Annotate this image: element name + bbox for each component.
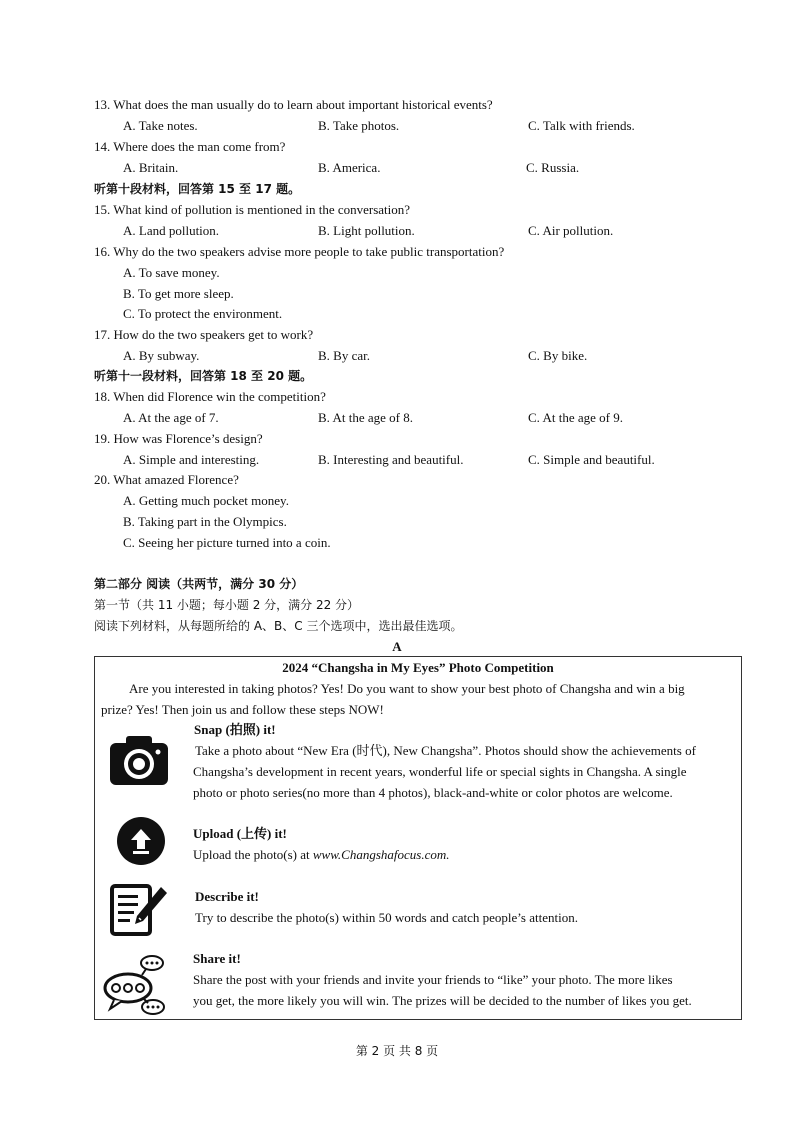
- passage-label: A: [392, 639, 402, 654]
- share-line1: Share the post with your friends and invite your friends to “like” your photo. The more likes: [193, 972, 673, 987]
- snap-line2: Changsha’s development in recent years, wonderful life or special sights in Changsha. A single: [193, 764, 687, 779]
- snap-line3: photo or photo series(no more than 4 photos), black-and-white or color photos are welcome.: [193, 785, 673, 800]
- question-17: 17. How do the two speakers get to work?: [94, 327, 314, 342]
- option-15a: A. Land pollution.: [123, 223, 220, 238]
- option-14a: A. Britain.: [123, 160, 179, 175]
- question-15: 15. What kind of pollution is mentioned in the conversation?: [94, 202, 411, 217]
- snap-heading: Snap (拍照) it!: [194, 722, 276, 737]
- section-10-heading: 听第十段材料，回答第 15 至 17 题。: [94, 182, 301, 196]
- option-14b: B. America.: [318, 160, 381, 175]
- option-20b: B. Taking part in the Olympics.: [123, 514, 287, 529]
- question-19: 19. How was Florence’s design?: [94, 431, 263, 446]
- snap-line1: Take a photo about “New Era (时代), New Changsha”. Photos should show the achievements of: [195, 743, 696, 758]
- part2-instructions: 阅读下列材料，从每题所给的 A、B、C 三个选项中，选出最佳选项。: [94, 619, 463, 633]
- option-15c: C. Air pollution.: [528, 223, 614, 238]
- option-19a: A. Simple and interesting.: [123, 452, 260, 467]
- question-20: 20. What amazed Florence?: [94, 472, 239, 487]
- option-18b: B. At the age of 8.: [318, 410, 413, 425]
- option-20a: A. Getting much pocket money.: [123, 493, 289, 508]
- option-16a: A. To save money.: [123, 265, 220, 280]
- option-17c: C. By bike.: [528, 348, 588, 363]
- section-11-heading: 听第十一段材料，回答第 18 至 20 题。: [94, 369, 313, 383]
- camera-icon: [108, 733, 170, 791]
- describe-line1: Try to describe the photo(s) within 50 words and catch people’s attention.: [195, 910, 578, 925]
- page-footer: 第 2 页 共 8 页: [355, 1044, 439, 1058]
- notice-title: 2024 “Changsha in My Eyes” Photo Competition: [282, 660, 554, 675]
- option-20c: C. Seeing her picture turned into a coin.: [123, 535, 331, 550]
- option-16c: C. To protect the environment.: [123, 306, 283, 321]
- upload-line1: [193, 847, 450, 863]
- option-19c: C. Simple and beautiful.: [528, 452, 655, 467]
- part2-section1: 第一节（共 11 小题；每小题 2 分，满分 22 分）: [94, 598, 360, 612]
- notice-intro-line1: Are you interested in taking photos? Yes! Do you want to show your best photo of Changsha and win a big: [129, 681, 685, 696]
- question-18: 18. When did Florence win the competition?: [94, 389, 326, 404]
- option-17b: B. By car.: [318, 348, 370, 363]
- upload-icon: [116, 816, 166, 870]
- part2-title: 第二部分 阅读（共两节，满分 30 分）: [94, 577, 304, 591]
- question-16: 16. Why do the two speakers advise more people to take public transportation?: [94, 244, 505, 259]
- notice-intro-line2: prize? Yes! Then join us and follow these steps NOW!: [101, 702, 384, 717]
- option-13c: C. Talk with friends.: [528, 118, 635, 133]
- upload-heading: Upload (上传) it!: [193, 826, 287, 841]
- upload-text: Upload the photo(s) at: [193, 847, 313, 862]
- question-13: 13. What does the man usually do to learn about important historical events?: [94, 97, 493, 112]
- option-19b: B. Interesting and beautiful.: [318, 452, 464, 467]
- option-13b: B. Take photos.: [318, 118, 400, 133]
- upload-url-link[interactable]: www.Changshafocus.com.: [312, 847, 450, 862]
- describe-heading: Describe it!: [195, 889, 259, 904]
- question-14: 14. Where does the man come from?: [94, 139, 286, 154]
- option-17a: A. By subway.: [123, 348, 200, 363]
- describe-icon: [109, 881, 169, 941]
- share-heading: Share it!: [193, 951, 241, 966]
- option-14c: C. Russia.: [526, 160, 580, 175]
- share-icon: [100, 953, 170, 1023]
- option-18c: C. At the age of 9.: [528, 410, 623, 425]
- option-18a: A. At the age of 7.: [123, 410, 219, 425]
- option-13a: A. Take notes.: [123, 118, 198, 133]
- option-16b: B. To get more sleep.: [123, 286, 234, 301]
- option-15b: B. Light pollution.: [318, 223, 415, 238]
- share-line2: you get, the more likely you will win. The prizes will be decided to the number of likes you get.: [193, 993, 692, 1008]
